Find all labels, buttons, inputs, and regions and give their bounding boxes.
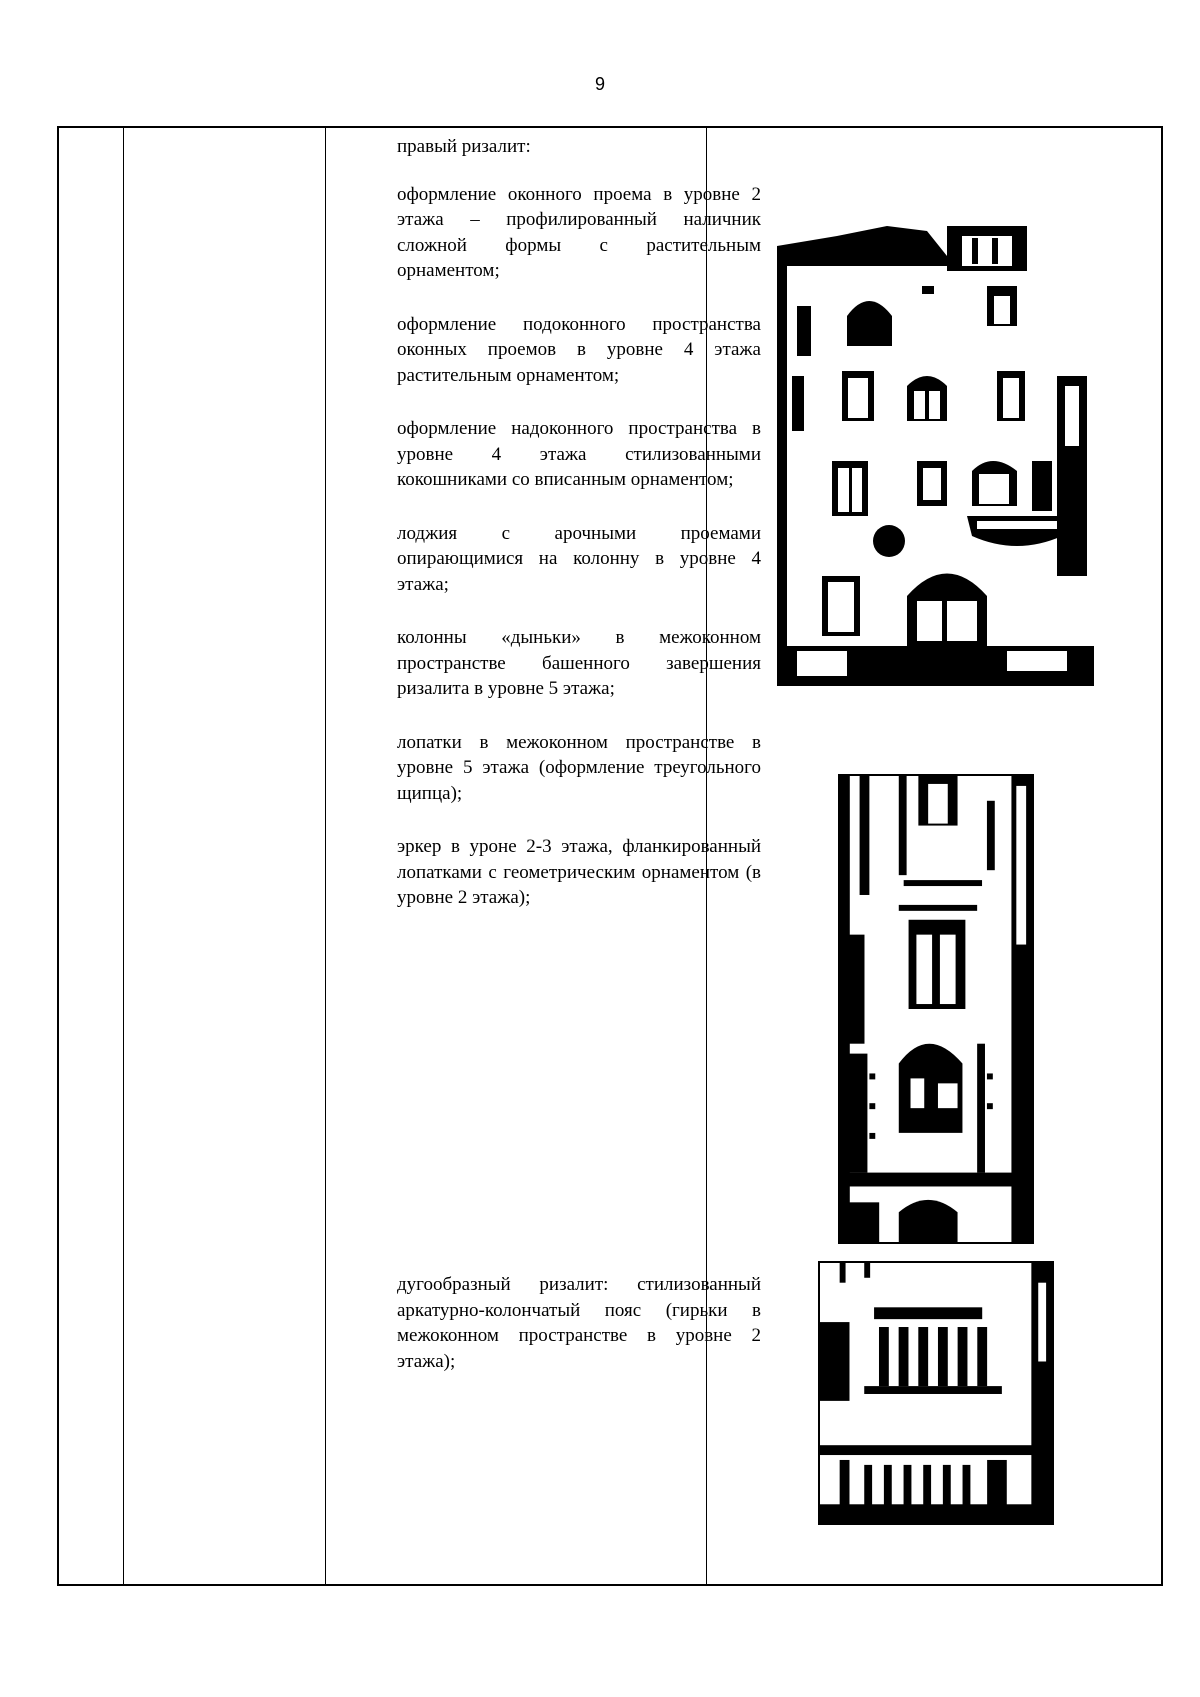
item-text: дугообразный ризалит: стилизованный аркатурно-колончатый пояс (гирьки в межоконном пространстве в уровне 2 этажа); (397, 1274, 761, 1372)
description-column (397, 134, 761, 1372)
building-facade-photo (777, 226, 1094, 686)
column-divider (123, 128, 124, 1584)
item-text: оформление надоконного пространства в уровне 4 этажа стилизованными кокошниками со вписанным орнаментом; (397, 418, 761, 490)
oriel-window-photo (838, 774, 1034, 1244)
item-text: оформление оконного проема в уровне 2 этажа – профилированный наличник сложной формы с растительным орнаментом; (397, 183, 761, 281)
item-text: оформление подоконного пространства оконных проемов в уровне 4 этажа растительным орнаментом; (397, 313, 761, 386)
page-number: 9 (594, 74, 605, 94)
item-text: лоджия с арочными проемами опирающимися на колонну в уровне 4 этажа; (397, 522, 761, 595)
item-text: колонны «дыньки» в межоконном пространстве башенного завершения ризалита в уровне 5 этажа; (397, 627, 761, 699)
arcade-belt-photo (818, 1261, 1054, 1525)
item-text: правый ризалит: (397, 136, 531, 157)
column-divider (325, 128, 326, 1584)
item-text: лопатки в межоконном пространстве в уровне 5 этажа (оформление треугольного щипца); (397, 731, 761, 804)
item-text: эркер в уроне 2-3 этажа, фланкированный лопатками с геометрическим орнаментом (в уровне 2 этажа); (397, 836, 761, 908)
